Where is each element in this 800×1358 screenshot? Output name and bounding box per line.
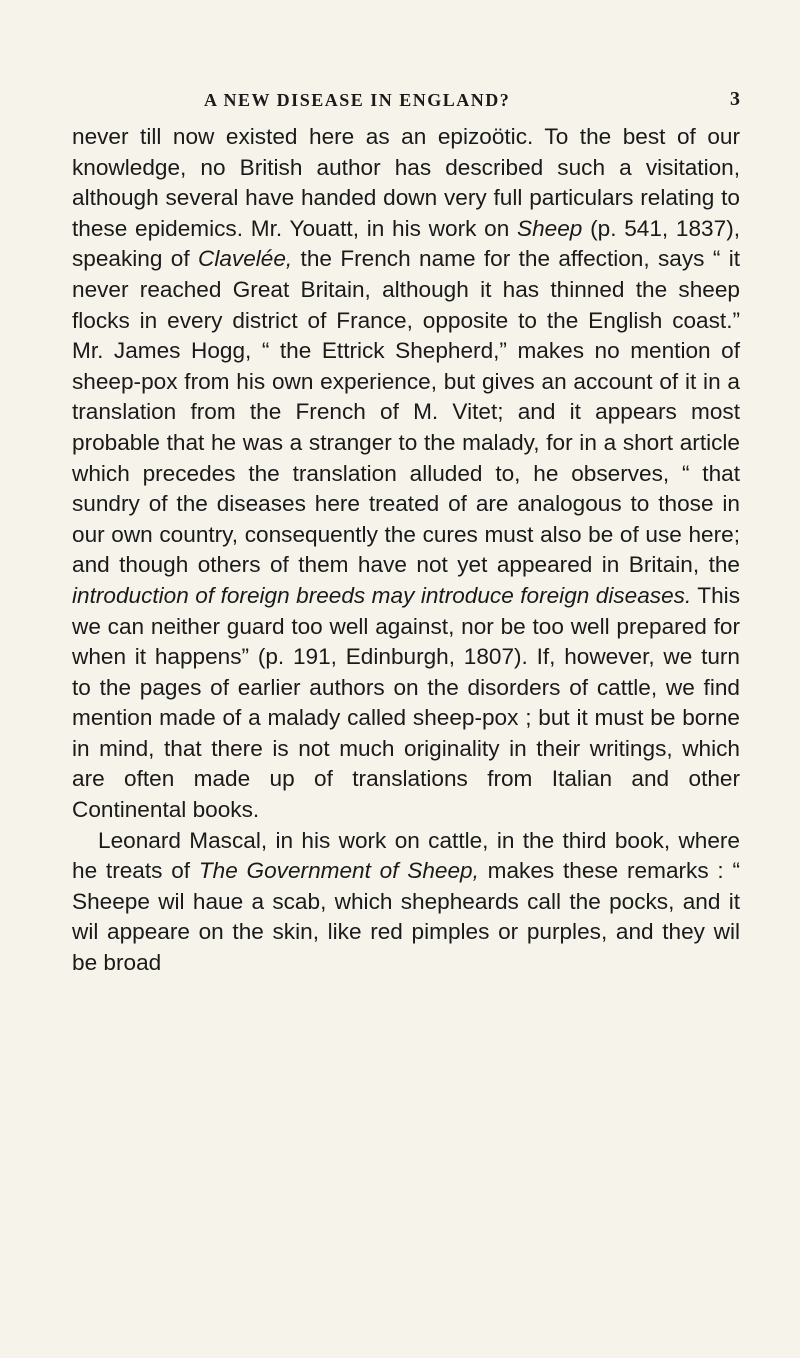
paragraph-2-text-b: makes these remarks : “ Sheepe wil haue a scab, which shepheards call the pocks, and it wil appeare on the skin, like red pimples or purples, and they wil be broad (72, 858, 740, 976)
italic-quote-foreign-breeds: introduction of foreign breeds may introduce foreign diseases. (72, 582, 692, 608)
paragraph-1 (72, 122, 740, 826)
body-text (72, 122, 740, 979)
book-title-government-of-sheep: The Government of Sheep, (198, 858, 479, 884)
book-page (72, 86, 740, 979)
running-title: A NEW DISEASE IN ENGLAND? (204, 90, 511, 110)
book-title-sheep: Sheep (517, 215, 583, 241)
term-clavelee: Clavelée, (198, 246, 293, 272)
paragraph-2-text-a: Leonard Mascal, in his work on cattle, in the third book, where he treats of (72, 827, 740, 884)
paragraph-2 (72, 826, 740, 979)
paragraph-1-text-b: (p. 541, 1837), speaking of (72, 215, 740, 272)
running-header (72, 86, 740, 122)
paragraph-1-text-d: This we can neither guard too well against, nor be too well prepared for when it happens” (p. 191, Edinburgh, 1807). If, however, we turn to the pages of earlier authors on the disorders of cattle, we find mention made of a malady called sheep-pox ; but it must be borne in mind, that there is not much originality in their writings, which are often made up of translations from Italian and other Continental books. (72, 582, 740, 823)
paragraph-1-text-c: the French name for the affection, says “ it never reached Great Britain, although it has thinned the sheep flocks in every district of France, opposite to the English coast.” Mr. James Hogg, “ the Ettrick Shepherd,” makes no mention of sheep-pox from his own experience, but gives an account of it in a translation from the French of M. Vitet; and it appears most probable that he was a stranger to the malady, for in a short article which precedes the translation alluded to, he observes, “ that sundry of the diseases here treated of are analogous to those in our own country, consequently the cures must also be of use here; and though others of them have not yet appeared in Britain, the (72, 246, 740, 578)
page-number: 3 (730, 88, 740, 110)
paragraph-1-text-a: never till now existed here as an epizoötic. To the best of our knowledge, no British author has described such a visitation, although several have handed down very full particulars relating to these epidemics. Mr. Youatt, in his work on (72, 124, 740, 241)
